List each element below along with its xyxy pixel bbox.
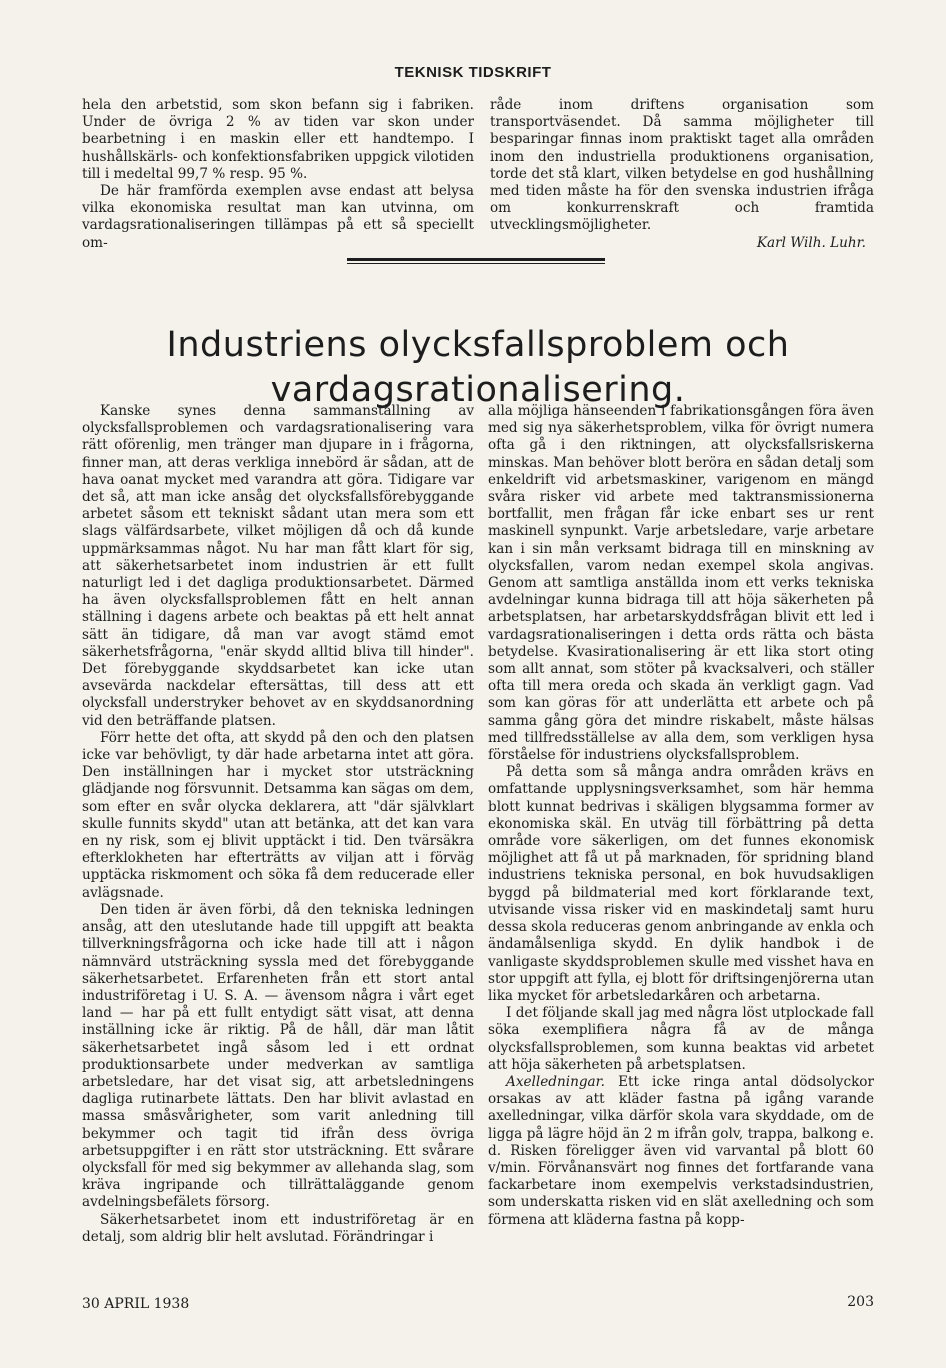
paragraph-body: Ett icke ringa antal dödsolyckor orsakas av att kläder fastna på igång varande axelledningar, vilka därför skola vara skyddade, om de ligga på lägre höjd än 2 m ifrån golv, trappa, balkong e. d. Risken föreligger även vid varvantal på blott 60 v/min. Förvånansvärt nog finnes det fortfarande vana fackarbetare inom exempelvis verkstadsindustrien, som underskatta risken vid en slät axelledning och som förmena att kläderna fastna på kopp-	[488, 1073, 874, 1228]
top-left-column	[82, 97, 474, 252]
paragraph: På detta som så många andra områden krävs en omfattande upplysningsverksamhet, som här hemma blott kunnat bedrivas i skäligen blygsamma former av ekonomiska skäl. En utväg till förbättring på detta område vore säkerligen, om det funnes ekonomisk möjlighet att få ut på marknaden, för spridning bland industriens tekniska personal, en bok huvudsakligen byggd på bildmaterial med kort förklarande text, utvisande vissa risker vid en maskindetalj samt huru dessa skola reduceras genom anbringande av enkla och ändamålsenliga skydd. En dylik handbok i de vanligaste skyddsproblemen skulle med visshet hava en stor uppgift att fylla, ej blott för driftsingenjörerna utan lika mycket för arbetsledarkåren och arbetarna.	[488, 764, 875, 1004]
author-signature: Karl Wilh. Luhr.	[756, 234, 866, 251]
paragraph: I det följande skall jag med några löst utplockade fall söka exemplifiera några få av de många olycksfallsproblemen, som kunna beaktas vid arbetet att höja säkerheten på arbetsplatsen.	[488, 1005, 874, 1073]
article-title: Industriens olycksfallsproblem och vardagsrationalisering.	[166, 325, 790, 411]
paragraph: Den tiden är även förbi, då den tekniska ledningen ansåg, att den uteslutande hade till uppgift att beakta tillverkningsfrågorna och icke hade till att i någon nämnvärd utsträckning syssla med det förebyggande säkerhetsarbetet. Erfarenheten från ett stort antal industriföretag i U. S. A. — ävensom några i vårt eget land — har på ett fullt entydigt sätt visat, att denna inställning icke är riktig. På de håll, där man låtit säkerhetsarbetet ingå såsom led i ett ordnat produktionsarbete under medverkan av samtliga arbetsledare, har det visat sig, att arbetsledningens dagliga rutinarbete lättats. Den har blivit avlastad en massa småsvårigheter, som varit anledning till bekymmer och tagit tid ifrån dess övriga arbetsuppgifter i en rätt stor utsträckning. Ett svårare olycksfall för med sig bekymmer av allehanda slag, som kräva ingripande och tillrättaläggande genom avdelningsbefälets försorg.	[82, 901, 474, 1211]
paragraph: hela den arbetstid, som skon befann sig i fabriken. Under de övriga 2 % av tiden var skon under bearbetning i en maskin eller ett handtempo. I hushållskärls- och konfektionsfabriken uppgick vilotiden till i medeltal 99,7 % resp. 95 %.	[82, 97, 474, 182]
paragraph	[488, 1074, 874, 1229]
paragraph: Kanske synes denna sammanställning av olycksfallsproblemen och vardagsrationalisering vara rätt oförenlig, men tränger man djupare in i frågorna, finner man, att deras verkliga innebörd är sådan, att de hava oanat mycket med varandra att göra. Tidigare var det så, att man icke ansåg det olycksfallsförebyggande arbetet såsom ett tekniskt sådant utan mera som ett slags välfärdsarbete, vilket möjligen då och då kunde uppmärksammas något. Nu har man fått klart för sig, att säkerhetsarbetet inom industrien är ett fullt naturligt led i det dagliga produktionsarbetet. Därmed ha även olycksfallsproblemen fått en helt annan ställning i dagens arbete och beaktas på ett helt annat sätt än tidigare, då man var avogt stämd emot säkerhetsfrågorna, "enär skydd alltid bliva till hinder". Det förebyggande skyddsarbetet kan icke utan avsevärda nackdelar eftersättas, till dess att ett olycksfall understryker behovet av en skyddsanordning vid den beträffande platsen.	[82, 403, 474, 729]
journal-running-head: TEKNISK TIDSKRIFT	[394, 64, 552, 81]
top-right-column	[490, 97, 874, 252]
paragraph: alla möjliga hänseenden i fabrikationsgången föra även med sig nya säkerhetsproblem, vilka för övrigt numera ofta gå i den riktningen, att olycksfallsriskerna minskas. Man behöver blott beröra en sådan detalj som enkeldrift vid arbetsmaskiner, varigenom en mängd svåra risker vid arbete med taktransmissionerna bortfallit, men frågan får icke enbart ses ur rent maskinell synpunkt. Varje arbetsledare, varje arbetare kan i sin mån verksamt bidraga till en minskning av olycksfallen, varom nedan exempel skola angivas. Genom att samtliga anställda inom ett verks tekniska avdelningar kunna bidraga till att höja säkerheten på arbetsplatsen, har arbetarskyddsfrågan blivit ett led i vardagsrationaliseringen i detta ords rätta och bästa betydelse. Kvasirationalisering är ett lika stort oting som allt annat, som stöter på kvacksalveri, och ställer ofta till mera oreda och skada än verkligt gagn. Vad som kan göras för att underlätta ett arbete och på samma gång göra det mindre riskabelt, måste hälsas med tillfredsställelse av alla dem, som verkligen hysa förståelse för industriens olycksfallsproblem.	[488, 403, 874, 764]
paragraph: Säkerhetsarbetet inom ett industriföretag är en detalj, som aldrig blir helt avslutad. Förändringar i	[82, 1211, 474, 1245]
paragraph: råde inom driftens organisation som transportväsendet. Då samma möjligheter till besparingar finnas inom praktiskt taget alla områden inom den industriella produktionens organisation, torde det stå klart, vilken betydelse en god hushållning med tiden måste ha för den svenska industrien ifråga om konkurrenskraft och framtida utvecklingsmöjligheter.	[490, 97, 874, 234]
page-number: 203	[847, 1294, 874, 1310]
section-divider	[347, 258, 605, 264]
paragraph: De här framförda exemplen avse endast att belysa vilka ekonomiska resultat man kan utvinna, om vardagsrationaliseringen tillämpas på ett så speciellt om-	[82, 183, 474, 251]
issue-date: 30 APRIL 1938	[82, 1296, 190, 1312]
section-heading: Axelledningar.	[506, 1073, 605, 1090]
main-right-column	[488, 403, 874, 1229]
paragraph: Förr hette det ofta, att skydd på den och den platsen icke var behövligt, ty där hade arbetarna intet att göra. Den inställningen har i mycket stor utsträckning glädjande nog försvunnit. Detsamma kan sägas om dem, som efter en svår olycka deklarera, att "där självklart skulle funnits skydd" utan att betänka, att det kan vara en ny risk, som ej blivit upptäckt i tid. Den tvärsäkra efterklokheten har efterträtts av viljan att i förväg upptäcka riskmoment och söka få dem reducerade eller avlägsnade.	[82, 729, 474, 901]
main-left-column	[82, 403, 474, 1246]
